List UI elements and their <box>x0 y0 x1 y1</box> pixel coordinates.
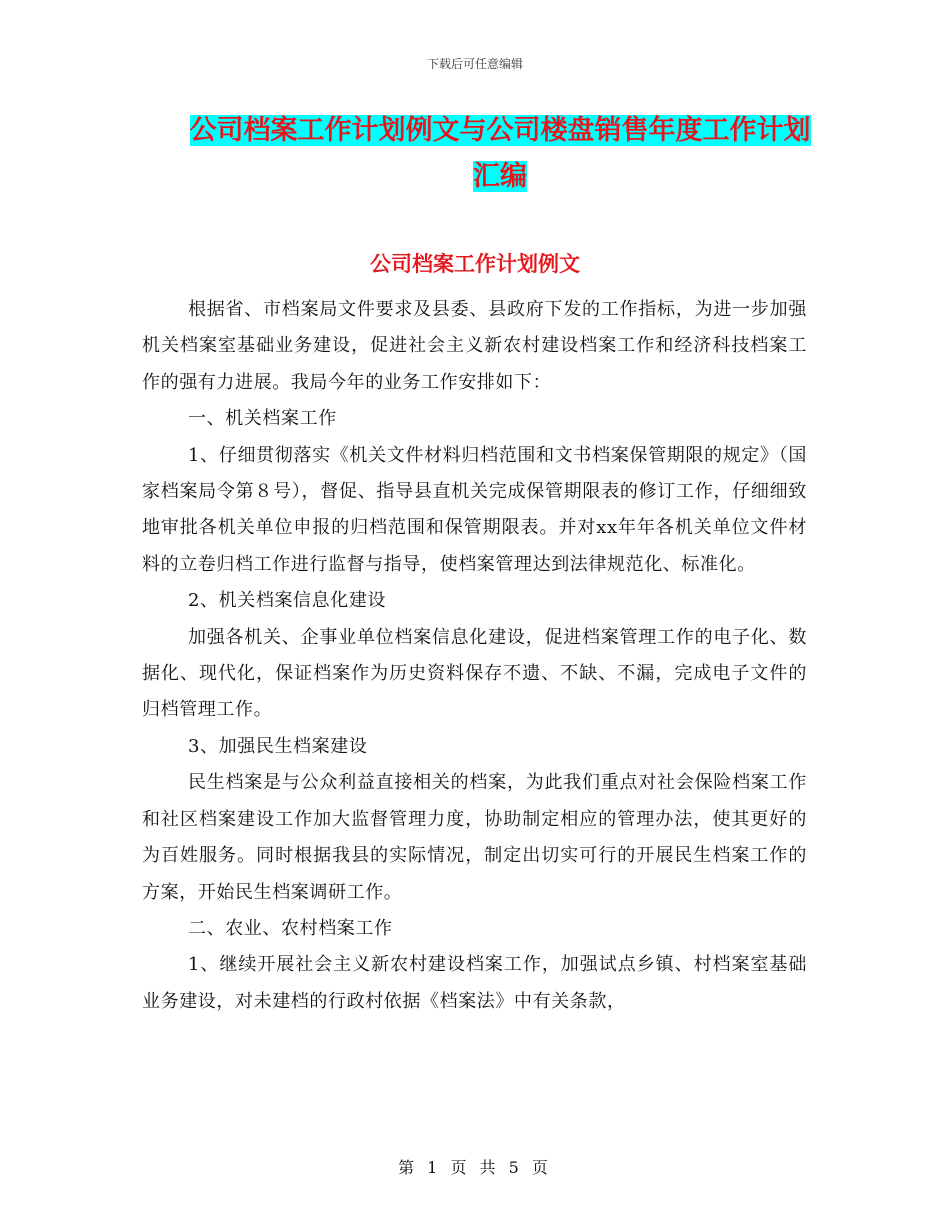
heading-item: 二、农业、农村档案工作 <box>188 917 393 939</box>
paragraph: 民生档案是与公众利益直接相关的档案，为此我们重点对社会保险档案工作和社区档案建设工作加大监督管理力度，协助制定相应的管理办法，使其更好的为百姓服务。同时根据我县的实际情况，制定出切实可行的开展民生档案工作的方案，开始民生档案调研工作。 <box>142 772 807 903</box>
document-title-line-1: 公司档案工作计划例文与公司楼盘销售年度工作计划 <box>189 115 811 146</box>
document-title <box>140 108 860 200</box>
document-title-line-2: 汇编 <box>473 161 527 192</box>
document-body <box>142 292 807 1020</box>
paragraph: 加强各机关、企事业单位档案信息化建设，促进档案管理工作的电子化、数据化、现代化，保证档案作为历史资料保存不遗、不缺、不漏，完成电子文件的归档管理工作。 <box>142 626 807 721</box>
heading-item: 一、机关档案工作 <box>188 408 337 430</box>
page-footer: 第 1 页 共 5 页 <box>398 1158 552 1177</box>
paragraph: 根据省、市档案局文件要求及县委、县政府下发的工作指标，为进一步加强机关档案室基础业务建设，促进社会主义新农村建设档案工作和经济科技档案工作的强有力进展。我局今年的业务工作安排如下： <box>142 299 807 393</box>
heading-item: 2、机关档案信息化建设 <box>188 590 387 612</box>
section-title: 公司档案工作计划例文 <box>370 252 580 276</box>
paragraph: 1、继续开展社会主义新农村建设档案工作，加强试点乡镇、村档案室基础业务建设，对未建档的行政村依据《档案法》中有关条款， <box>142 954 807 1012</box>
heading-item: 3、加强民生档案建设 <box>188 735 368 757</box>
paragraph: 1、仔细贯彻落实《机关文件材料归档范围和文书档案保管期限的规定》（国家档案局令第８号），督促、指导县直机关完成保管期限表的修订工作，仔细细致地审批各机关单位申报的归档范围和保管期限表。并对xx年年各机关单位文件材料的立卷归档工作进行监督与指导，使档案管理达到法律规范化、标准化。 <box>142 444 807 575</box>
header-note: 下载后可任意编辑 <box>426 57 523 71</box>
